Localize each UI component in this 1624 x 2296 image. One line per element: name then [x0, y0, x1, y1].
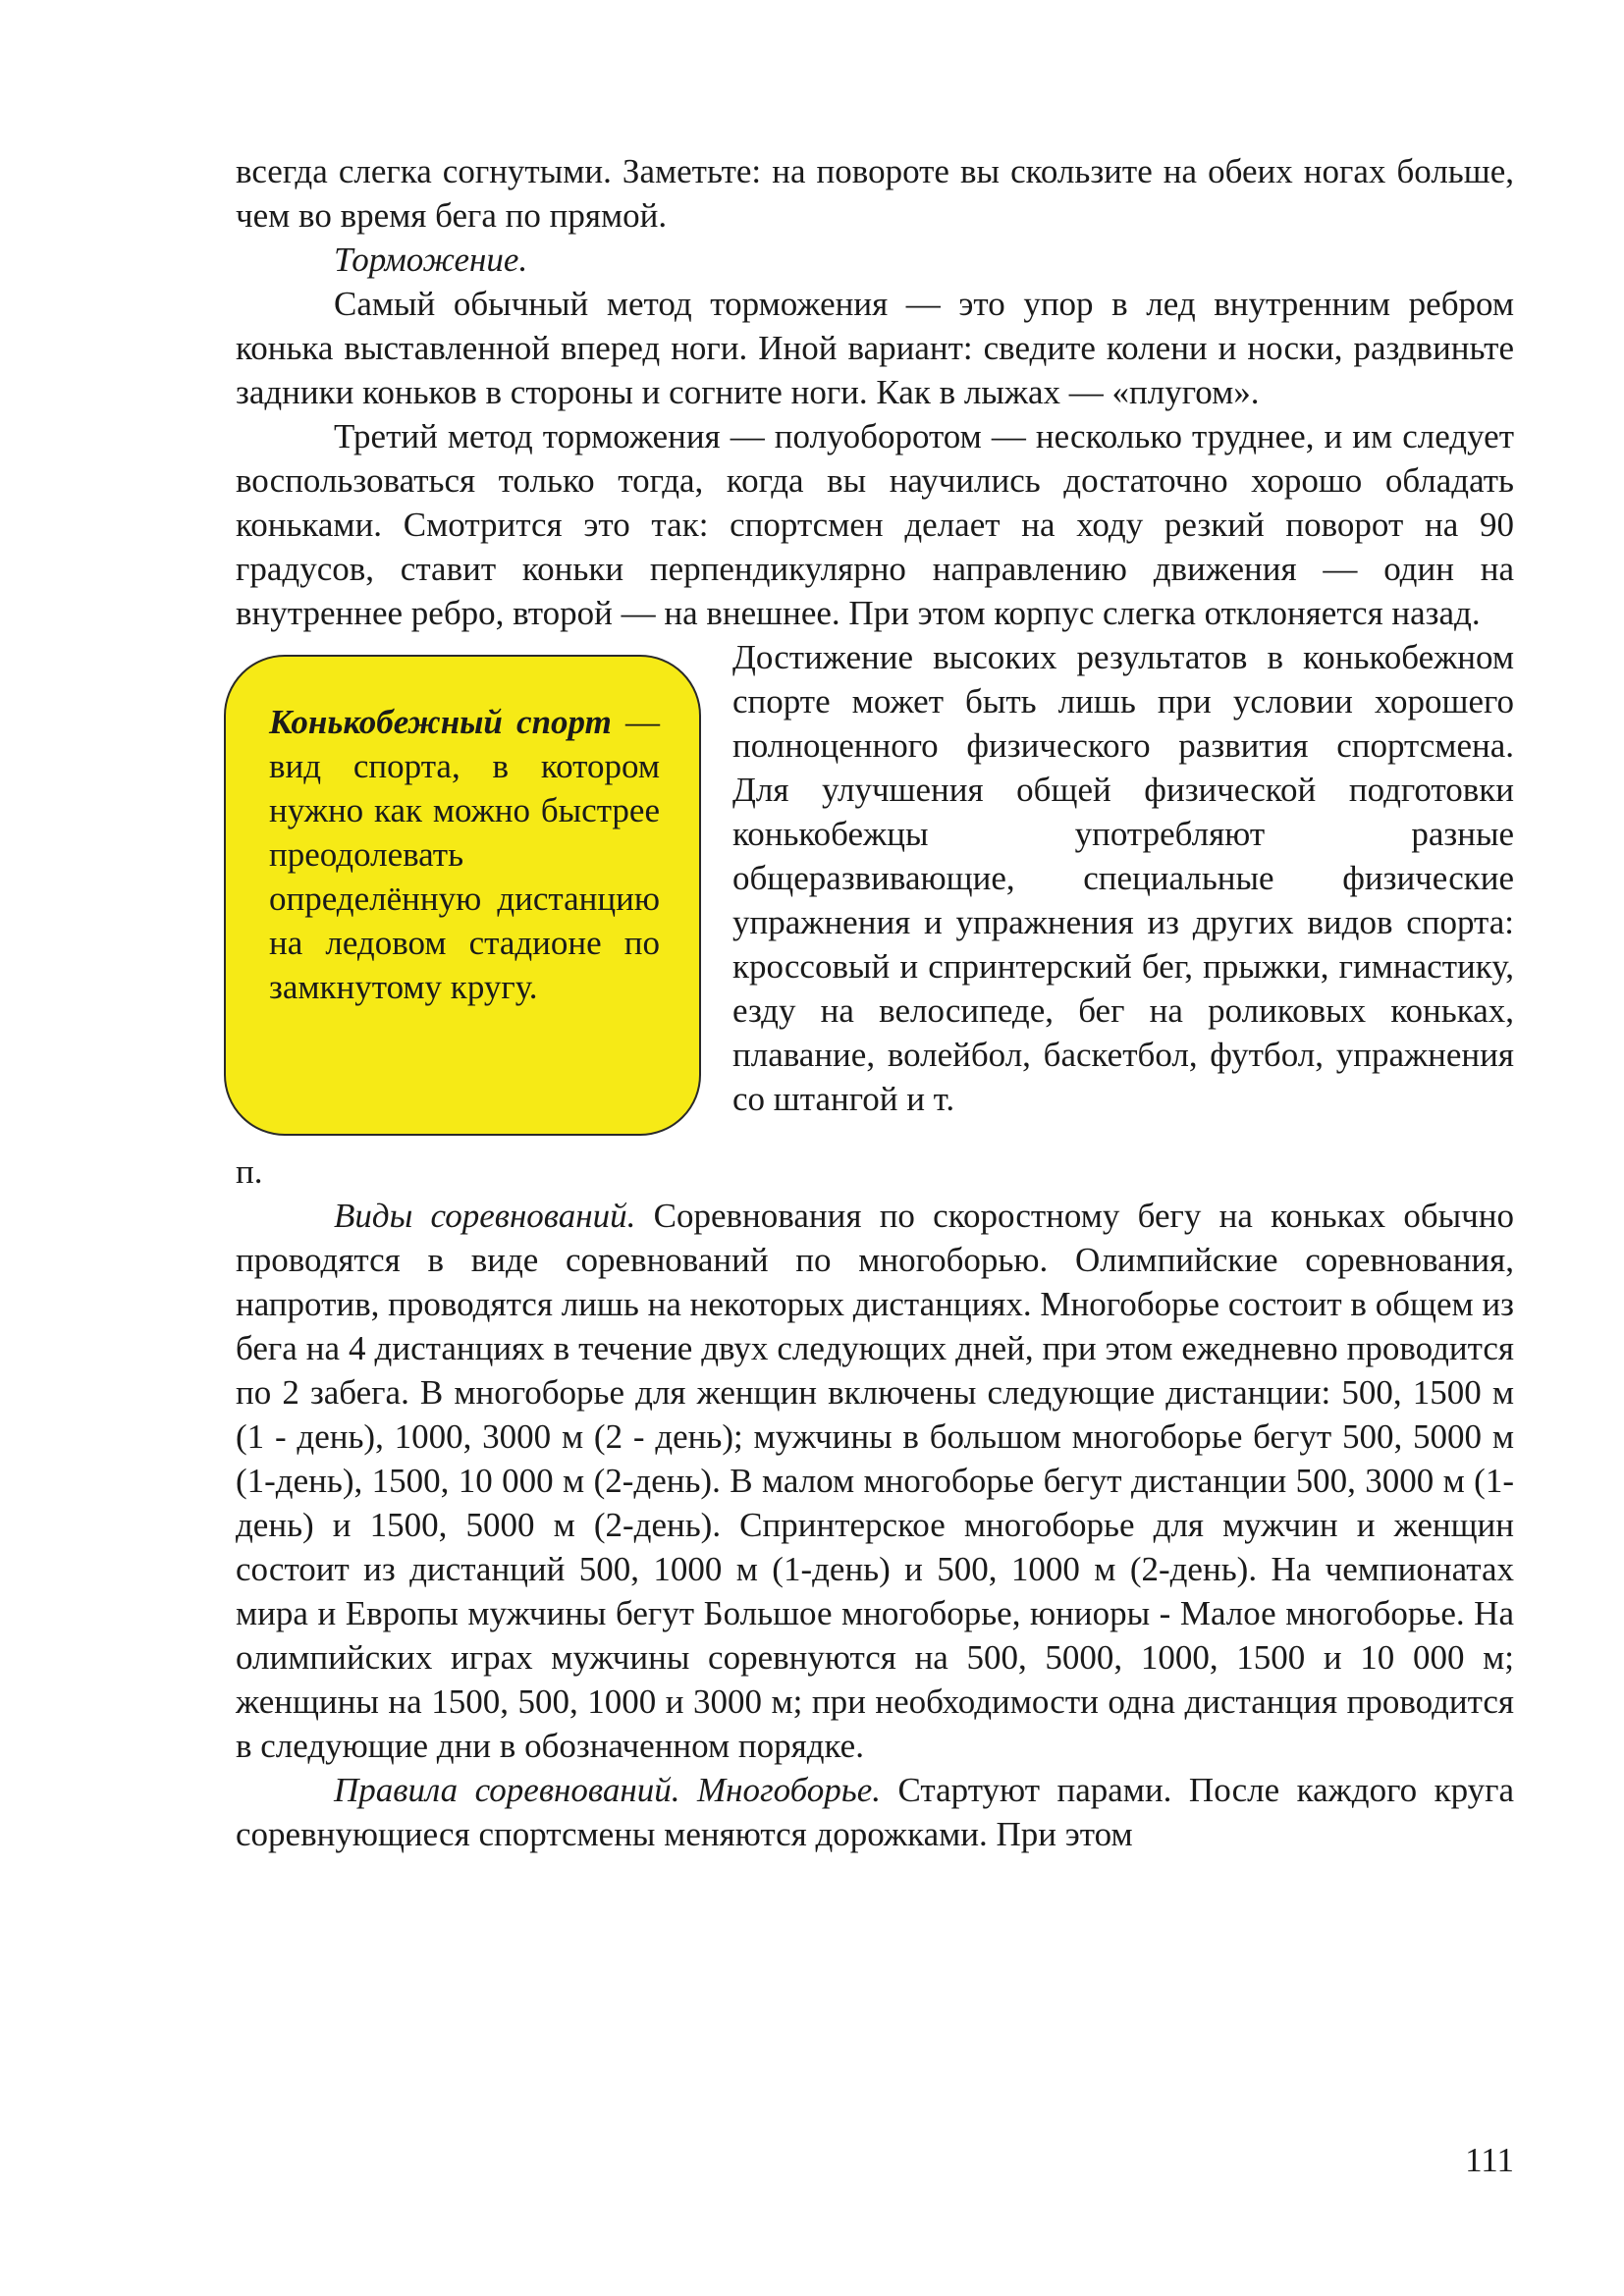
page-number: 111: [1465, 2141, 1514, 2179]
paragraph-braking-method-1: Самый обычный метод торможения — это упор в лед внутренним ребром конька выставленной вперед ноги. Иной вариант: сведите колени и носки, раздвиньте задники коньков в стороны и согните ноги. Как в лыжах — «плугом».: [236, 285, 1514, 411]
heading-rules: Правила соревнований. Многоборье.: [334, 1771, 882, 1809]
definition-callout-box: [224, 655, 701, 1136]
paragraph-competition-rules: [236, 1768, 1514, 1856]
paragraph-tail: п.: [236, 1152, 263, 1191]
heading-braking: Торможение.: [334, 240, 528, 279]
heading-competitions: Виды соревнований.: [334, 1197, 636, 1235]
paragraph-braking-method-3: Третий метод торможения — полуоборотом — несколько труднее, и им следует воспользоваться только тогда, когда вы научились достаточно хорошо обладать коньками. Смотрится это так: спортсмен делает на ходу резкий поворот на 90 градусов, ставит коньки перпендикулярно направлению движения — один на внутреннее ребро, второй — на внешнее. При этом корпус слегка отклоняется назад.: [236, 417, 1514, 632]
paragraph-physical-training: Достижение высоких результатов в конькобежном спорте может быть лишь при условии хорошего полноценного физического развития спортсмена. Для улучшения общей физической подготовки конькобежцы употребляют разные общеразвивающие, специальные физические упражнения и упражнения из других видов спорта: кроссовый и спринтерский бег, прыжки, гимнастику, езду на велосипеде, бег на роликовых коньках, плавание, волейбол, баскетбол, футбол, упражнения со штангой и т.: [732, 638, 1514, 1118]
callout-section: [236, 635, 1514, 1149]
competition-types-text: Соревнования по скоростному бегу на коньках обычно проводятся в виде соревнований по многоборью. Олимпийские соревнования, напротив, проводятся лишь на некоторых дистанциях. Многоборье состоит в общем из бега на 4 дистанциях в течение двух следующих дней, при этом ежедневно проводится по 2 забега. В многоборье для женщин включены следующие дистанции: 500, 1500 м (1 - день), 1000, 3000 м (2 - день); мужчины в большом многоборье бегут 500, 5000 м (1-день), 1500, 10 000 м (2-день). В малом многоборье бегут дистанции 500, 3000 м (1-день) и 1500, 5000 м (2-день). Спринтерское многоборье для мужчин и женщин состоит из дистанций 500, 1000 м (1-день) и 500, 1000 м (2-день). На чемпионатах мира и Европы мужчины бегут Большое многоборье, юниоры - Малое многоборье. На олимпийских играх мужчины соревнуются на 500, 5000, 1000, 1500 и 10 000 м; женщины на 1500, 500, 1000 и 3000 м; при необходимости одна дистанция проводится в следующие дни в обозначенном порядке.: [236, 1197, 1514, 1765]
paragraph-continuation: всегда слегка согнутыми. Заметьте: на повороте вы скользите на обеих ногах больше, чем во время бега по прямой.: [236, 152, 1514, 235]
callout-definition: — вид спорта, в котором нужно как можно быстрее преодолевать определённую дистанцию на ледовом стадионе по замкнутому кругу.: [269, 703, 661, 1006]
callout-term: Конькобежный спорт: [269, 703, 612, 741]
text-column: [236, 149, 1514, 1856]
paragraph-competition-types: [236, 1194, 1514, 1768]
competition-rules-text: Стартуют парами. После каждого круга соревнующиеся спортсмены меняются дорожками. При этом: [236, 1771, 1514, 1853]
